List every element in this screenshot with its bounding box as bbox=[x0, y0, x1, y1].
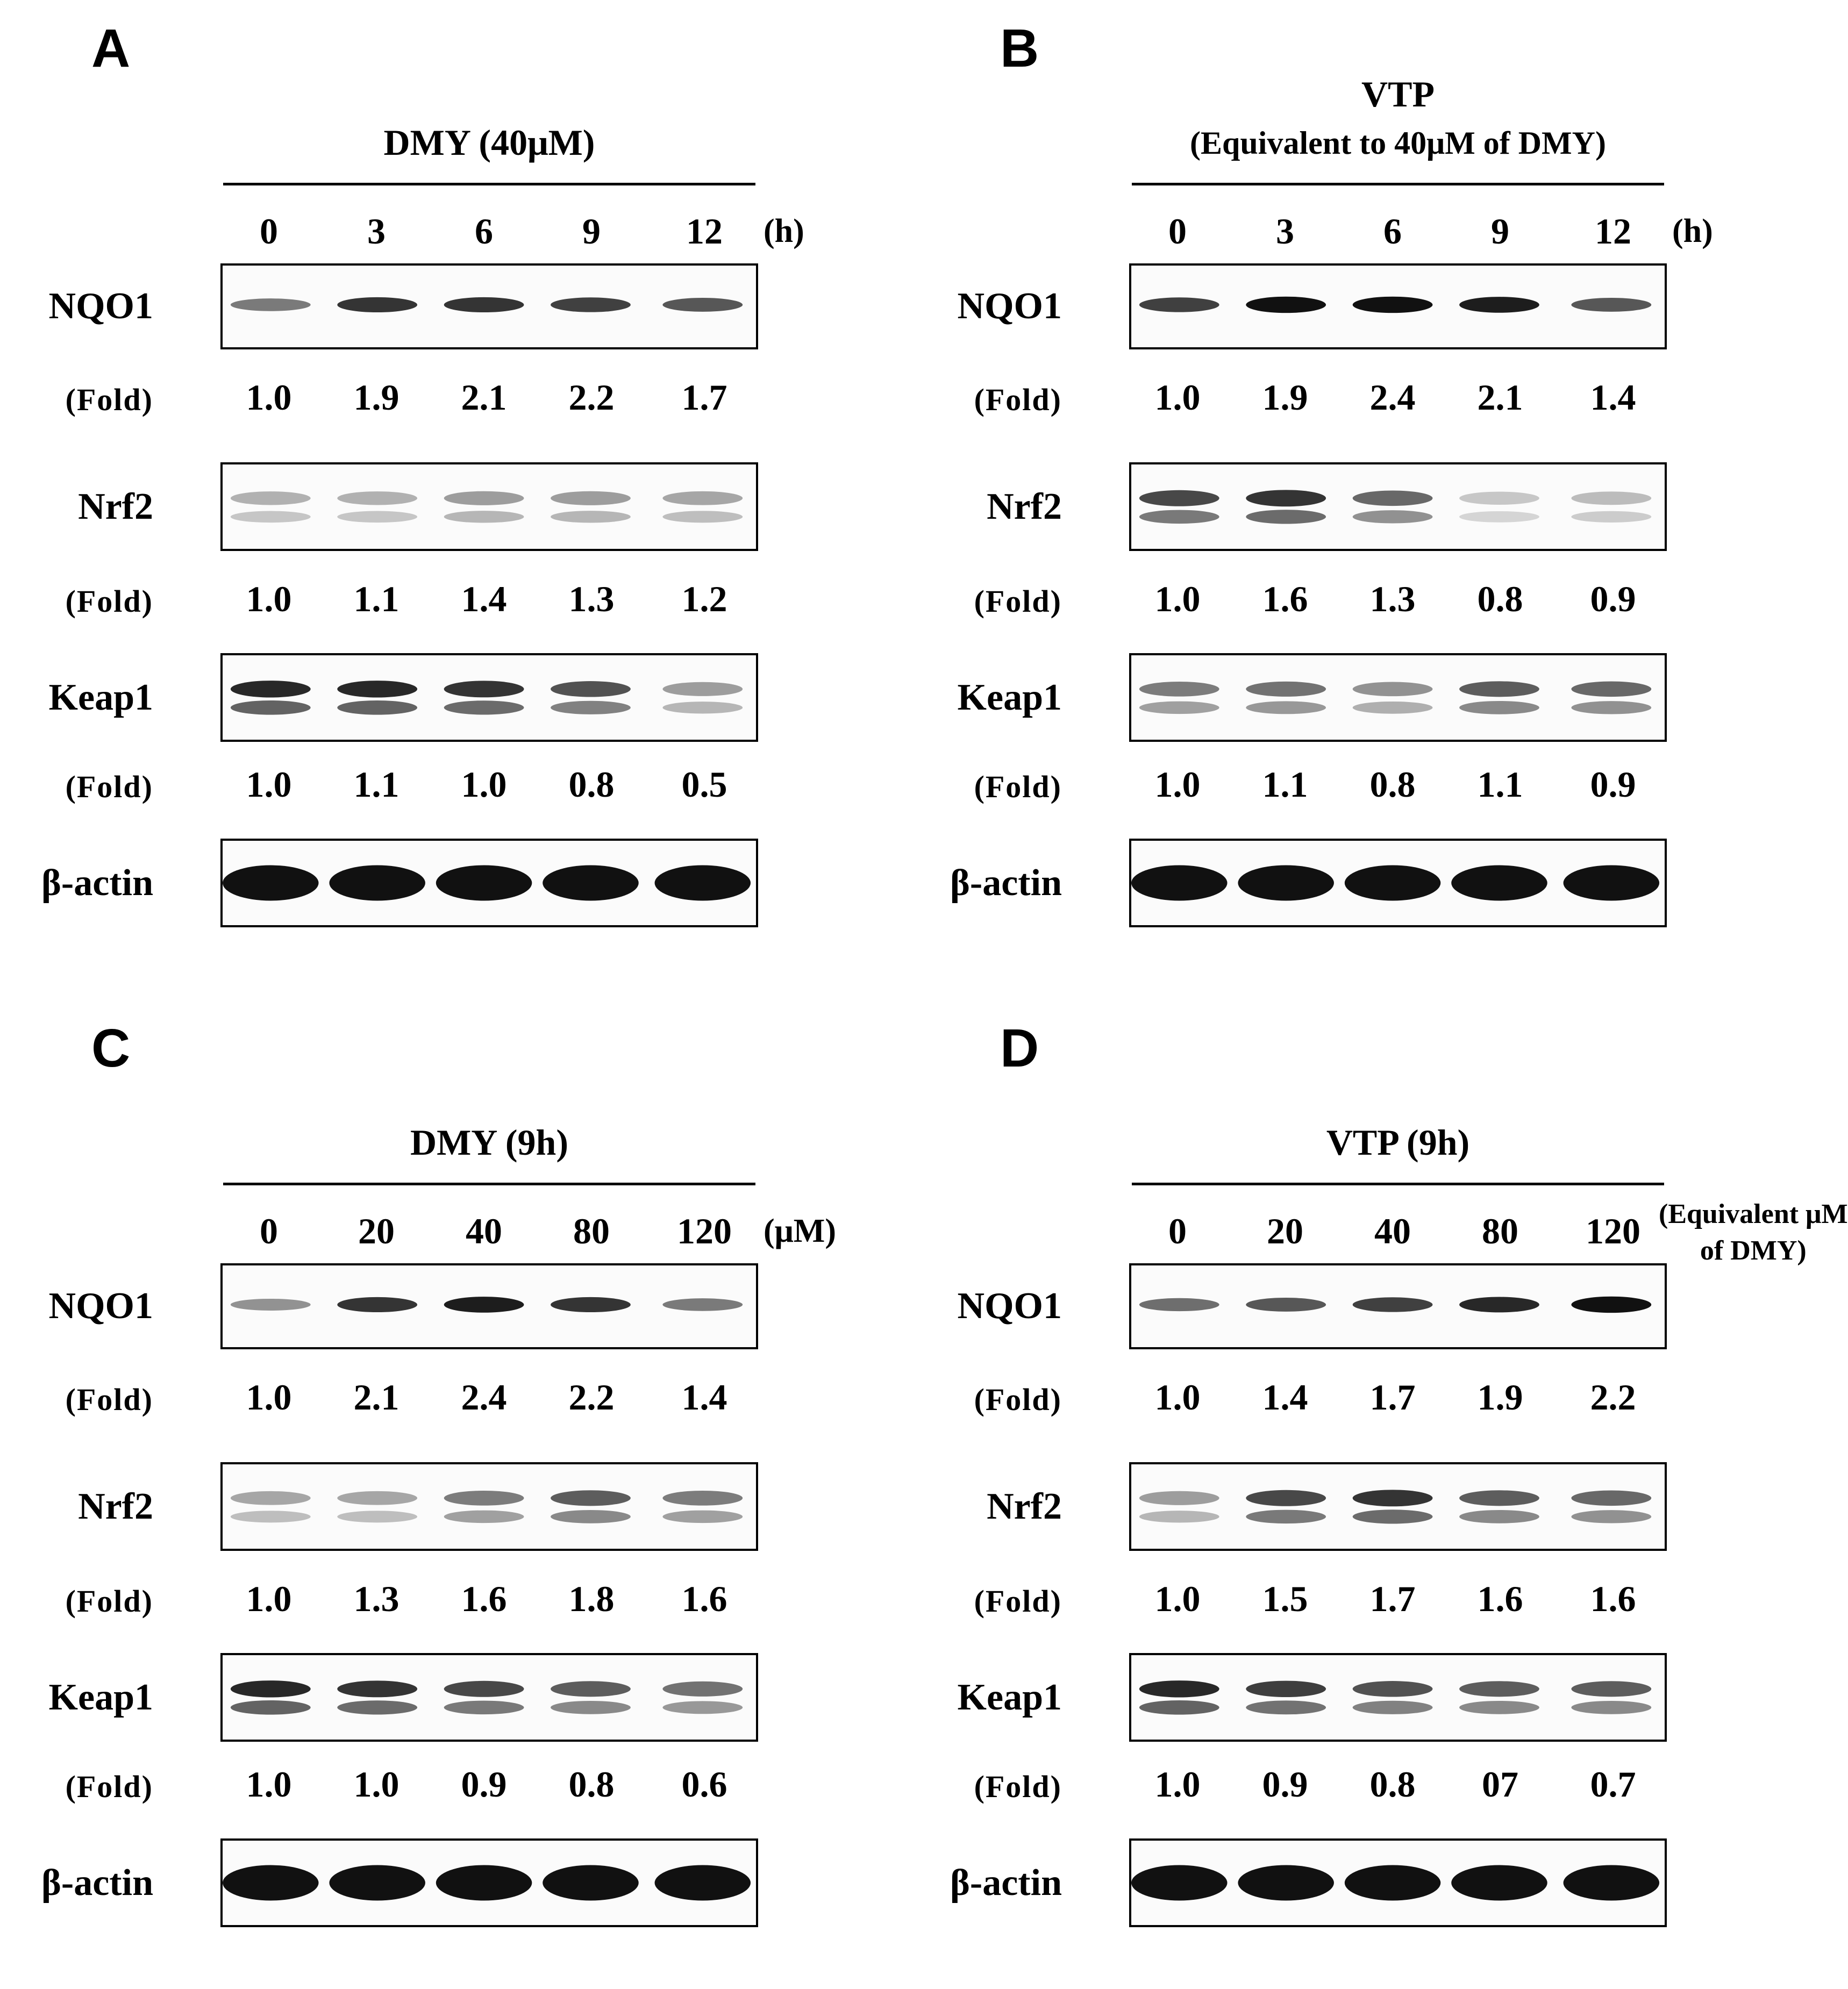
blot-actin bbox=[220, 1838, 758, 1927]
band bbox=[1246, 1490, 1326, 1506]
band bbox=[1571, 1491, 1651, 1506]
band bbox=[1246, 510, 1326, 524]
fold-value: 2.2 bbox=[568, 1377, 615, 1418]
fold-value: 1.0 bbox=[246, 1578, 292, 1619]
blot-actin bbox=[220, 839, 758, 927]
band bbox=[1459, 1701, 1539, 1714]
fold-value: 1.0 bbox=[1154, 764, 1201, 805]
band bbox=[1139, 510, 1219, 524]
band bbox=[231, 1680, 311, 1697]
fold-label: (Fold) bbox=[974, 1382, 1062, 1417]
band bbox=[662, 491, 743, 505]
band bbox=[231, 491, 311, 505]
band bbox=[231, 1511, 311, 1522]
band bbox=[337, 511, 417, 523]
lane-unit-line: (Equivalent μM bbox=[1659, 1199, 1848, 1229]
band bbox=[662, 702, 743, 713]
fold-value: 1.6 bbox=[1477, 1578, 1523, 1619]
band bbox=[1459, 511, 1539, 523]
fold-value: 1.6 bbox=[461, 1578, 507, 1619]
blot-actin bbox=[1129, 839, 1667, 927]
lane-unit: (μM) bbox=[764, 1213, 836, 1249]
blot-nqo1 bbox=[1129, 1263, 1667, 1349]
protein-label: Keap1 bbox=[48, 1677, 153, 1718]
lane-unit bbox=[1659, 1196, 1848, 1269]
fold-value: 0.9 bbox=[461, 1764, 507, 1805]
band bbox=[329, 1865, 425, 1901]
fold-value: 0.8 bbox=[1369, 764, 1416, 805]
fold-value: 1.0 bbox=[353, 1764, 399, 1805]
fold-value: 1.4 bbox=[1590, 377, 1636, 418]
band bbox=[329, 865, 425, 901]
blot-nqo1 bbox=[220, 263, 758, 349]
band bbox=[1459, 492, 1539, 505]
band bbox=[1571, 1297, 1651, 1313]
treatment-bracket-line bbox=[1132, 1183, 1664, 1185]
band bbox=[1571, 1701, 1651, 1714]
treatment-bracket-line bbox=[223, 183, 755, 185]
fold-value: 0.7 bbox=[1590, 1764, 1636, 1805]
band bbox=[1246, 1510, 1326, 1524]
fold-value: 0.8 bbox=[568, 764, 615, 805]
protein-label: Keap1 bbox=[48, 677, 153, 718]
panel-letter: D bbox=[1000, 1018, 1039, 1078]
band bbox=[1246, 1700, 1326, 1714]
band bbox=[1459, 1297, 1539, 1313]
fold-value: 2.4 bbox=[461, 1377, 507, 1418]
lane-label: 0 bbox=[1168, 211, 1187, 252]
fold-value: 2.4 bbox=[1369, 377, 1416, 418]
fold-value: 1.0 bbox=[246, 1377, 292, 1418]
band bbox=[231, 1299, 311, 1311]
lane-label: 80 bbox=[1482, 1211, 1518, 1251]
band bbox=[231, 1700, 311, 1715]
band bbox=[1459, 681, 1539, 697]
lane-labels bbox=[909, 207, 1817, 255]
band bbox=[223, 865, 319, 901]
lane-unit: (h) bbox=[764, 213, 804, 249]
lane-label: 0 bbox=[260, 1211, 278, 1251]
band bbox=[231, 681, 311, 697]
band bbox=[543, 865, 639, 901]
treatment-bracket-line bbox=[223, 1183, 755, 1185]
band bbox=[1139, 1298, 1219, 1311]
band bbox=[231, 1491, 311, 1505]
band bbox=[1459, 1490, 1539, 1506]
fold-label: (Fold) bbox=[65, 584, 153, 619]
fold-value: 0.5 bbox=[681, 764, 727, 805]
lane-label: 6 bbox=[475, 211, 493, 252]
lane-label: 3 bbox=[1276, 211, 1294, 252]
fold-value: 1.2 bbox=[681, 578, 727, 619]
fold-value: 1.4 bbox=[681, 1377, 727, 1418]
band bbox=[551, 1490, 631, 1506]
band bbox=[231, 298, 311, 311]
lane-labels bbox=[0, 1207, 909, 1255]
lane-label: 20 bbox=[358, 1211, 395, 1251]
lane-label: 40 bbox=[466, 1211, 502, 1251]
band bbox=[444, 681, 524, 697]
fold-value: 0.8 bbox=[1369, 1764, 1416, 1805]
band bbox=[444, 1297, 524, 1313]
band bbox=[662, 298, 743, 312]
lane-label: 80 bbox=[573, 1211, 610, 1251]
band bbox=[1139, 682, 1219, 697]
fold-label: (Fold) bbox=[974, 1584, 1062, 1619]
fold-value: 0.8 bbox=[568, 1764, 615, 1805]
band bbox=[337, 1491, 417, 1505]
band bbox=[551, 681, 631, 697]
fold-value: 1.4 bbox=[461, 578, 507, 619]
treatment-label: DMY (40μM) bbox=[383, 122, 595, 163]
band bbox=[1139, 297, 1219, 312]
band bbox=[551, 491, 631, 505]
band bbox=[1571, 491, 1651, 505]
band bbox=[337, 1297, 417, 1312]
protein-label: Keap1 bbox=[957, 1677, 1062, 1718]
band bbox=[662, 1298, 743, 1311]
protein-label: NQO1 bbox=[957, 285, 1062, 327]
band bbox=[662, 682, 743, 696]
blot-nqo1 bbox=[220, 1263, 758, 1349]
fold-value: 1.7 bbox=[1369, 1578, 1416, 1619]
protein-label: Nrf2 bbox=[78, 1486, 153, 1527]
band bbox=[444, 491, 524, 505]
band bbox=[1246, 701, 1326, 714]
treatment-bracket-line bbox=[1132, 183, 1664, 185]
band bbox=[662, 1682, 743, 1697]
fold-value: 0.6 bbox=[681, 1764, 727, 1805]
protein-label: β-actin bbox=[41, 1862, 153, 1904]
fold-label: (Fold) bbox=[65, 769, 153, 804]
fold-value: 0.9 bbox=[1590, 764, 1636, 805]
band bbox=[1246, 1298, 1326, 1312]
lane-label: 20 bbox=[1267, 1211, 1303, 1251]
band bbox=[1139, 1511, 1219, 1522]
fold-value: 0.8 bbox=[1477, 578, 1523, 619]
blot-keap1 bbox=[1129, 1653, 1667, 1742]
band bbox=[1131, 1865, 1228, 1901]
band bbox=[337, 1700, 417, 1714]
band bbox=[444, 1511, 524, 1523]
fold-label: (Fold) bbox=[974, 382, 1062, 417]
protein-label: NQO1 bbox=[48, 285, 153, 327]
protein-label: β-actin bbox=[950, 862, 1062, 904]
band bbox=[444, 297, 524, 312]
band bbox=[1451, 865, 1547, 901]
blot-nrf2 bbox=[220, 462, 758, 551]
band bbox=[436, 1865, 532, 1901]
band bbox=[337, 297, 417, 312]
fold-value: 1.4 bbox=[1262, 1377, 1308, 1418]
band bbox=[444, 700, 524, 714]
band bbox=[551, 1701, 631, 1714]
fold-value: 0.9 bbox=[1262, 1764, 1308, 1805]
band bbox=[1571, 1681, 1651, 1697]
band bbox=[1139, 1491, 1219, 1505]
band bbox=[662, 511, 743, 523]
fold-value: 2.1 bbox=[353, 1377, 399, 1418]
fold-label: (Fold) bbox=[65, 382, 153, 417]
panel-letter: A bbox=[91, 18, 131, 78]
treatment-label: VTP bbox=[1361, 74, 1435, 115]
fold-value: 1.1 bbox=[1262, 764, 1308, 805]
fold-value: 07 bbox=[1482, 1764, 1518, 1805]
fold-value: 1.0 bbox=[1154, 578, 1201, 619]
band bbox=[1451, 1865, 1547, 1901]
band bbox=[444, 1491, 524, 1506]
band bbox=[337, 700, 417, 715]
fold-value: 1.0 bbox=[246, 377, 292, 418]
lane-label: 120 bbox=[1586, 1211, 1640, 1251]
blot-actin bbox=[1129, 1838, 1667, 1927]
fold-value: 1.6 bbox=[681, 1578, 727, 1619]
treatment-label: VTP (9h) bbox=[1326, 1122, 1470, 1163]
band bbox=[337, 1511, 417, 1522]
band bbox=[444, 511, 524, 523]
lane-labels bbox=[909, 1199, 1848, 1266]
fold-value: 1.0 bbox=[246, 578, 292, 619]
band bbox=[1345, 1865, 1441, 1901]
blot-nqo1 bbox=[1129, 263, 1667, 349]
panel-a bbox=[0, 0, 909, 989]
treatment-label: DMY (9h) bbox=[410, 1122, 568, 1163]
fold-label: (Fold) bbox=[65, 1769, 153, 1804]
band bbox=[655, 865, 751, 901]
fold-value: 2.2 bbox=[1590, 1377, 1636, 1418]
protein-label: Keap1 bbox=[957, 677, 1062, 718]
band bbox=[1571, 1510, 1651, 1523]
protein-label: NQO1 bbox=[48, 1285, 153, 1327]
band bbox=[1246, 682, 1326, 697]
fold-value: 1.6 bbox=[1262, 578, 1308, 619]
band bbox=[551, 297, 631, 312]
fold-value: 1.1 bbox=[353, 764, 399, 805]
fold-value: 1.0 bbox=[461, 764, 507, 805]
lane-labels bbox=[0, 207, 909, 255]
lane-label: 0 bbox=[260, 211, 278, 252]
protein-label: β-actin bbox=[950, 1862, 1062, 1904]
band bbox=[231, 511, 311, 523]
lane-label: 6 bbox=[1383, 211, 1402, 252]
band bbox=[337, 1680, 417, 1697]
protein-label: Nrf2 bbox=[78, 486, 153, 527]
panel-b bbox=[909, 0, 1817, 989]
band bbox=[436, 865, 532, 901]
fold-value: 1.9 bbox=[353, 377, 399, 418]
band bbox=[662, 1511, 743, 1523]
band bbox=[1571, 701, 1651, 714]
blot-nrf2 bbox=[1129, 1462, 1667, 1551]
band bbox=[1459, 701, 1539, 714]
protein-label: Nrf2 bbox=[987, 1486, 1062, 1527]
panel-letter: B bbox=[1000, 18, 1039, 78]
lane-label: 120 bbox=[677, 1211, 732, 1251]
band bbox=[1353, 702, 1433, 714]
band bbox=[1571, 298, 1651, 312]
band bbox=[1139, 702, 1219, 714]
fold-label: (Fold) bbox=[974, 769, 1062, 804]
lane-label: 9 bbox=[1491, 211, 1509, 252]
band bbox=[1238, 865, 1334, 901]
treatment-label: (Equivalent to 40μM of DMY) bbox=[1190, 125, 1606, 161]
lane-label: 12 bbox=[1595, 211, 1631, 252]
band bbox=[1238, 1865, 1334, 1901]
band bbox=[1131, 865, 1228, 901]
panel-d bbox=[909, 1000, 1848, 1989]
fold-value: 1.0 bbox=[1154, 1764, 1201, 1805]
band bbox=[1246, 297, 1326, 313]
band bbox=[1459, 1681, 1539, 1697]
fold-value: 1.3 bbox=[1369, 578, 1416, 619]
band bbox=[1353, 1490, 1433, 1506]
fold-value: 1.8 bbox=[568, 1578, 615, 1619]
lane-label: 9 bbox=[582, 211, 601, 252]
protein-label: NQO1 bbox=[957, 1285, 1062, 1327]
fold-value: 1.7 bbox=[1369, 1377, 1416, 1418]
band bbox=[337, 491, 417, 505]
fold-value: 2.1 bbox=[1477, 377, 1523, 418]
band bbox=[551, 701, 631, 714]
fold-value: 0.9 bbox=[1590, 578, 1636, 619]
fold-label: (Fold) bbox=[65, 1382, 153, 1417]
band bbox=[551, 1297, 631, 1312]
band bbox=[1139, 1680, 1219, 1697]
lane-unit-line: of DMY) bbox=[1700, 1235, 1807, 1266]
fold-value: 1.1 bbox=[353, 578, 399, 619]
band bbox=[1139, 490, 1219, 506]
band bbox=[1353, 682, 1433, 696]
fold-value: 1.6 bbox=[1590, 1578, 1636, 1619]
band bbox=[662, 1701, 743, 1714]
band bbox=[1571, 511, 1651, 523]
band bbox=[223, 1865, 319, 1901]
fold-value: 1.0 bbox=[1154, 377, 1201, 418]
band bbox=[337, 681, 417, 697]
band bbox=[1459, 1510, 1539, 1523]
band bbox=[1353, 1297, 1433, 1312]
band bbox=[1353, 510, 1433, 523]
band bbox=[1139, 1700, 1219, 1715]
lane-unit: (h) bbox=[1672, 213, 1713, 249]
blot-nrf2 bbox=[1129, 462, 1667, 551]
fold-value: 2.1 bbox=[461, 377, 507, 418]
band bbox=[1345, 865, 1441, 901]
band bbox=[1571, 682, 1651, 697]
band bbox=[1353, 1681, 1433, 1697]
blot-keap1 bbox=[1129, 653, 1667, 742]
fold-value: 1.0 bbox=[246, 764, 292, 805]
fold-value: 1.3 bbox=[568, 578, 615, 619]
fold-label: (Fold) bbox=[65, 1584, 153, 1619]
band bbox=[231, 700, 311, 715]
lane-label: 3 bbox=[367, 211, 386, 252]
band bbox=[1246, 490, 1326, 506]
fold-value: 1.0 bbox=[246, 1764, 292, 1805]
band bbox=[1564, 1865, 1660, 1901]
band bbox=[1353, 1701, 1433, 1714]
fold-value: 1.3 bbox=[353, 1578, 399, 1619]
band bbox=[543, 1865, 639, 1901]
band bbox=[1353, 297, 1433, 313]
band bbox=[655, 1865, 751, 1901]
protein-label: β-actin bbox=[41, 862, 153, 904]
band bbox=[1353, 491, 1433, 506]
band bbox=[1564, 865, 1660, 901]
band bbox=[551, 511, 631, 523]
blot-keap1 bbox=[220, 653, 758, 742]
fold-value: 2.2 bbox=[568, 377, 615, 418]
lane-label: 12 bbox=[686, 211, 723, 252]
fold-value: 1.9 bbox=[1262, 377, 1308, 418]
band bbox=[444, 1681, 524, 1697]
lane-label: 0 bbox=[1168, 1211, 1187, 1251]
band bbox=[1353, 1509, 1433, 1523]
band bbox=[1459, 297, 1539, 313]
lane-label: 40 bbox=[1374, 1211, 1411, 1251]
band bbox=[551, 1510, 631, 1523]
fold-value: 1.5 bbox=[1262, 1578, 1308, 1619]
fold-value: 1.9 bbox=[1477, 1377, 1523, 1418]
band bbox=[551, 1681, 631, 1697]
blot-nrf2 bbox=[220, 1462, 758, 1551]
fold-value: 1.0 bbox=[1154, 1377, 1201, 1418]
band bbox=[1246, 1681, 1326, 1697]
band bbox=[444, 1701, 524, 1715]
fold-label: (Fold) bbox=[974, 1769, 1062, 1804]
band bbox=[662, 1491, 743, 1506]
fold-value: 1.0 bbox=[1154, 1578, 1201, 1619]
fold-label: (Fold) bbox=[974, 584, 1062, 619]
panel-letter: C bbox=[91, 1018, 131, 1078]
fold-value: 1.7 bbox=[681, 377, 727, 418]
protein-label: Nrf2 bbox=[987, 486, 1062, 527]
blot-keap1 bbox=[220, 1653, 758, 1742]
panel-c bbox=[0, 1000, 909, 1989]
fold-value: 1.1 bbox=[1477, 764, 1523, 805]
